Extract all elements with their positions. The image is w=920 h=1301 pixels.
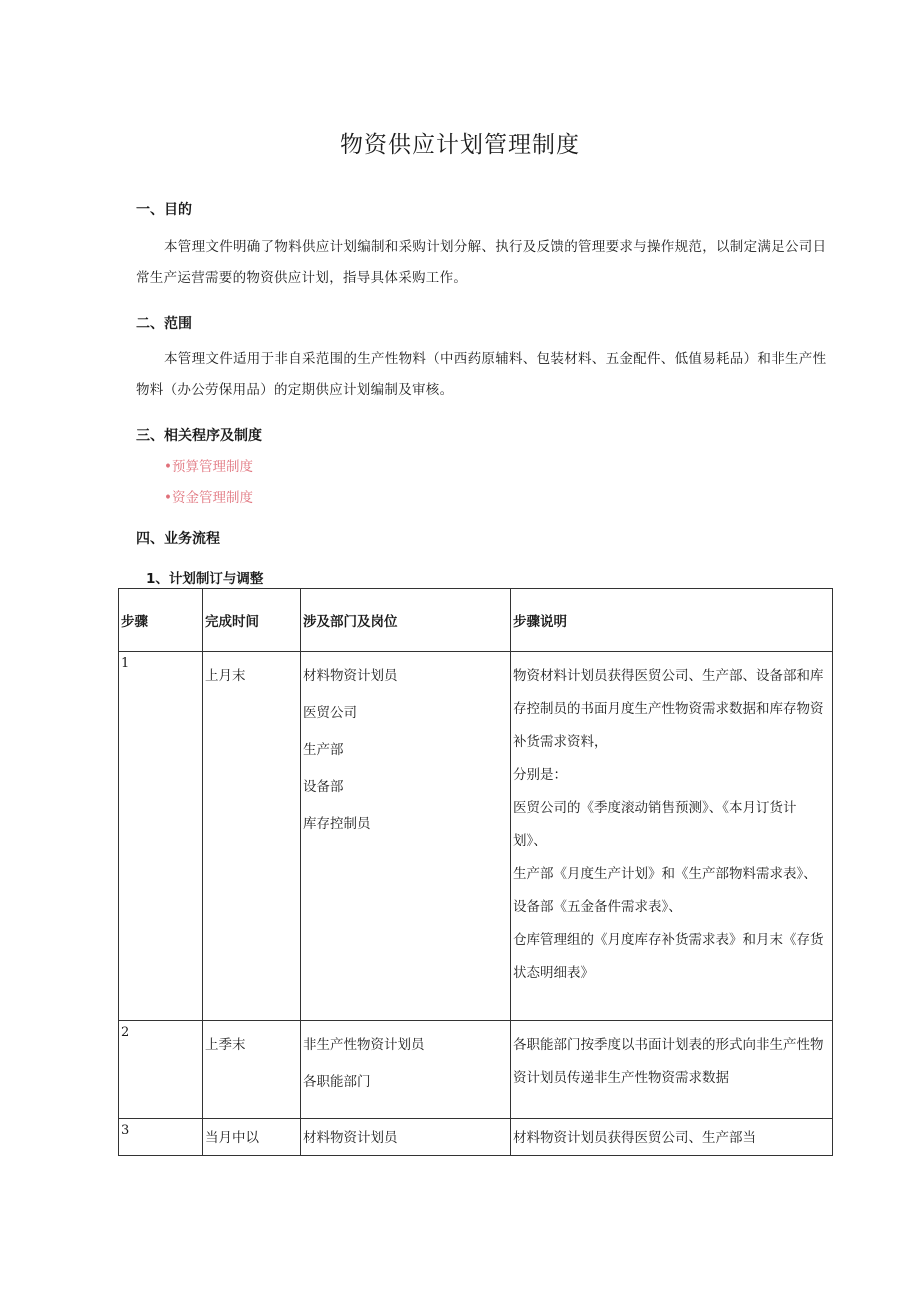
section-heading-scope: 二、范围 bbox=[136, 316, 192, 332]
section-heading-purpose: 一、目的 bbox=[136, 202, 192, 218]
table-row bbox=[119, 1119, 833, 1156]
cell-time: 上季末 bbox=[203, 1021, 301, 1119]
section-heading-process: 四、业务流程 bbox=[136, 531, 220, 547]
link-budget-policy[interactable]: •预算管理制度 bbox=[164, 459, 253, 475]
dept-item: 设备部 bbox=[303, 779, 344, 795]
cell-step: 3 bbox=[119, 1119, 203, 1156]
cell-desc bbox=[511, 1119, 833, 1156]
desc-line: 设备部《五金备件需求表》、 bbox=[513, 899, 682, 915]
dept-item: 非生产性物资计划员 bbox=[303, 1037, 425, 1053]
desc-line: 分别是： bbox=[513, 767, 567, 783]
cell-time: 当月中以 bbox=[203, 1119, 301, 1156]
cell-depts bbox=[301, 1119, 511, 1156]
desc-line: 仓库管理组的《月度库存补货需求表》和月末《存货状态明细表》 bbox=[513, 932, 824, 981]
dept-item: 材料物资计划员 bbox=[303, 668, 398, 684]
cell-desc bbox=[511, 1021, 833, 1119]
cell-depts bbox=[301, 652, 511, 1021]
cell-desc bbox=[511, 652, 833, 1021]
dept-item: 生产部 bbox=[303, 742, 344, 758]
section-heading-related: 三、相关程序及制度 bbox=[136, 428, 262, 444]
cell-depts bbox=[301, 1021, 511, 1119]
dept-item: 各职能部门 bbox=[303, 1074, 371, 1090]
dept-item: 医贸公司 bbox=[303, 705, 357, 721]
desc-line: 生产部《月度生产计划》和《生产部物料需求表》、 bbox=[513, 866, 817, 882]
desc-line: 医贸公司的《季度滚动销售预测》、《本月订货计划》、 bbox=[513, 800, 797, 849]
dept-item: 库存控制员 bbox=[303, 816, 371, 832]
header-time: 完成时间 bbox=[203, 589, 301, 652]
subheading-plan: 1、计划制订与调整 bbox=[146, 571, 264, 587]
header-depts: 涉及部门及岗位 bbox=[301, 589, 511, 652]
process-table bbox=[118, 588, 833, 1156]
dept-item: 材料物资计划员 bbox=[303, 1130, 398, 1146]
cell-step: 1 bbox=[119, 652, 203, 1021]
desc-line: 材料物资计划员获得医贸公司、生产部当 bbox=[513, 1130, 756, 1146]
header-desc: 步骤说明 bbox=[511, 589, 833, 652]
purpose-paragraph: 本管理文件明确了物料供应计划编制和采购计划分解、执行及反馈的管理要求与操作规范，以制定满足公司日常生产运营需要的物资供应计划，指导具体采购工作。 bbox=[136, 239, 827, 286]
cell-time: 上月末 bbox=[203, 652, 301, 1021]
scope-paragraph: 本管理文件适用于非自采范围的生产性物料（中西药原辅料、包装材料、五金配件、低值易耗品）和非生产性物料（办公劳保用品）的定期供应计划编制及审核。 bbox=[136, 351, 827, 398]
page-title: 物资供应计划管理制度 bbox=[340, 132, 580, 158]
cell-step: 2 bbox=[119, 1021, 203, 1119]
table-header-row bbox=[119, 589, 833, 652]
link-fund-policy[interactable]: •资金管理制度 bbox=[164, 490, 253, 506]
table-row bbox=[119, 1021, 833, 1119]
desc-line: 物资材料计划员获得医贸公司、生产部、设备部和库存控制员的书面月度生产性物资需求数据和库存物资补货需求资料， bbox=[513, 668, 824, 750]
desc-line: 各职能部门按季度以书面计划表的形式向非生产性物资计划员传递非生产性物资需求数据 bbox=[513, 1037, 824, 1086]
header-step: 步骤 bbox=[119, 589, 203, 652]
table-row bbox=[119, 652, 833, 1021]
